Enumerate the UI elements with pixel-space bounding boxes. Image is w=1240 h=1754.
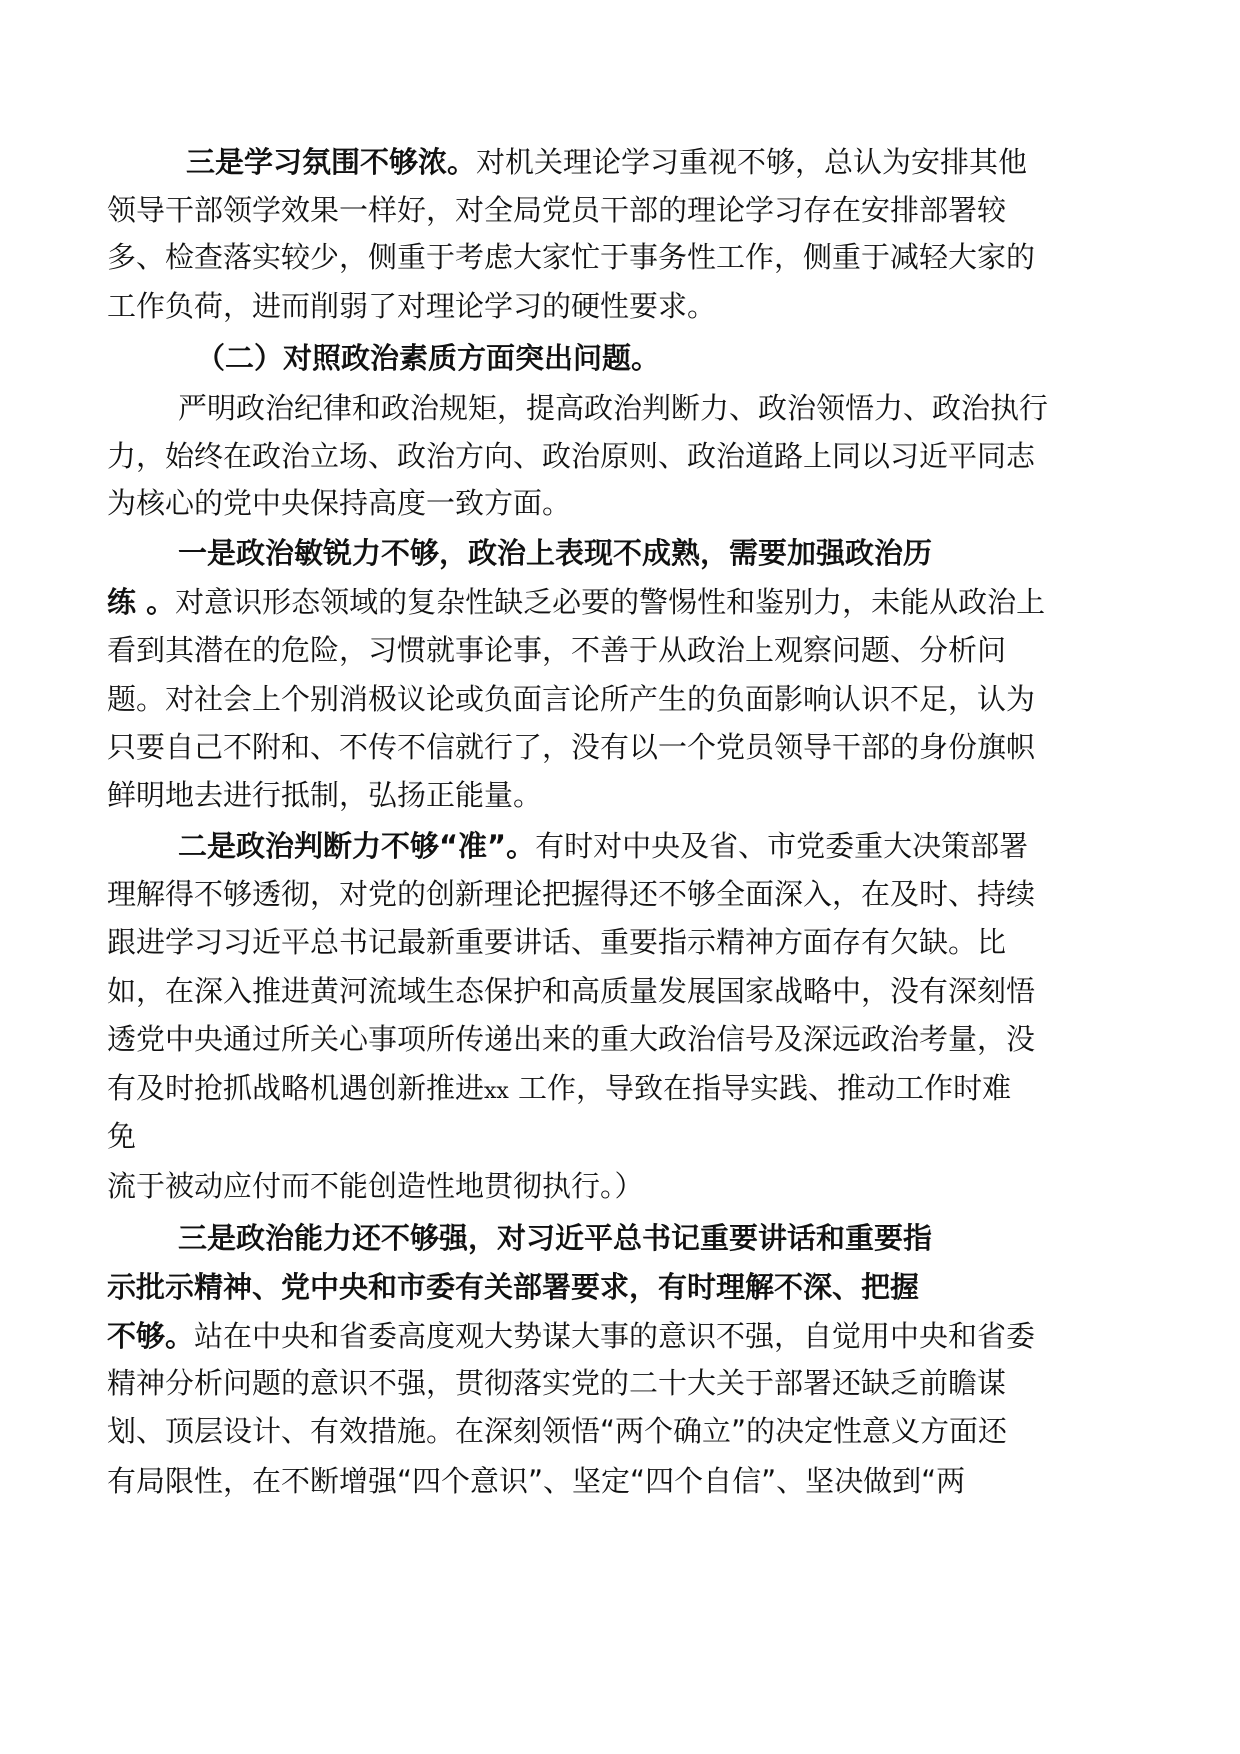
paragraph-line	[178, 388, 1048, 428]
bold-lead-line: 三是政治能力还不够强，对习近平总书记重要讲话和重要指	[178, 1221, 933, 1255]
paragraph-line	[107, 1019, 1035, 1059]
line-text: 精神分析问题的意识不强，贯彻落实党的二十大关于部署还缺乏前瞻谋	[107, 1366, 1007, 1400]
line-text: 力，始终在政治立场、政治方向、政治原则、政治道路上同以习近平同志	[107, 439, 1036, 473]
line-text: 免	[107, 1119, 137, 1153]
line-text: 划、顶层设计、有效措施。在深刻领悟“两个确立”的决定性意义方面还	[107, 1414, 1008, 1448]
line-text: 为核心的党中央保持高度一致方面。	[107, 486, 572, 520]
line-text: 对意识形态领域的复杂性缺乏必要的警惕性和鉴别力，未能从政治上	[175, 585, 1046, 619]
paragraph-line	[107, 1411, 1007, 1451]
paragraph-line	[107, 727, 1035, 767]
paragraph-line	[107, 922, 1006, 962]
paragraph-line	[186, 142, 1027, 182]
paragraph-line	[107, 679, 1035, 719]
bold-lead-line: 示批示精神、党中央和市委有关部署要求，有时理解不深、把握	[107, 1270, 920, 1304]
paragraph-line	[178, 826, 1028, 866]
bold-lead: 三是学习氛围不够浓。	[186, 145, 477, 179]
bold-lead: 不够。	[107, 1319, 195, 1353]
paragraph-line	[107, 1116, 136, 1156]
line-text: 鲜明地去进行抵制，弘扬正能量。	[107, 778, 543, 812]
section-heading: （二）对照政治素质方面突出问题。	[196, 341, 661, 375]
paragraph-line	[107, 971, 1035, 1011]
line-text: 多、检查落实较少，侧重于考虑大家忙于事务性工作，侧重于减轻大家的	[107, 240, 1036, 274]
paragraph-line	[107, 286, 716, 326]
line-text: 有时对中央及省、市党委重大决策部署	[535, 829, 1029, 863]
bold-lead: 练 。	[107, 585, 176, 619]
paragraph-line	[107, 582, 1045, 622]
line-text: 题。对社会上个别消极议论或负面言论所产生的负面影响认识不足，认为	[107, 682, 1036, 716]
line-text: 有局限性，在不断增强“四个意识”、坚定“四个自信”、坚决做到“两	[107, 1464, 966, 1498]
line-text: 领导干部领学效果一样好，对全局党员干部的理论学习存在安排部署较	[107, 193, 1007, 227]
paragraph-line	[107, 874, 1035, 914]
line-text: 跟进学习习近平总书记最新重要讲话、重要指示精神方面存有欠缺。比	[107, 925, 1007, 959]
placeholder-text: xx	[484, 1079, 509, 1104]
paragraph-line	[107, 190, 1006, 230]
line-text: 站在中央和省委高度观大势谋大事的意识不强，自觉用中央和省委	[194, 1319, 1036, 1353]
bold-lead-line: 一是政治敏锐力不够，政治上表现不成熟，需要加强政治历	[178, 536, 933, 570]
line-text: 理解得不够透彻，对党的创新理论把握得还不够全面深入，在及时、持续	[107, 877, 1036, 911]
bold-lead: 二是政治判断力不够“准”。	[178, 829, 536, 863]
paragraph-line	[107, 1068, 1011, 1108]
paragraph-line	[107, 1461, 965, 1501]
paragraph-line	[107, 775, 542, 815]
line-text: 透党中央通过所关心事项所传递出来的重大政治信号及深远政治考量，没	[107, 1022, 1036, 1056]
line-text: 只要自己不附和、不传不信就行了，没有以一个党员领导干部的身份旗帜	[107, 730, 1036, 764]
paragraph-line	[107, 483, 571, 523]
paragraph-line	[107, 237, 1035, 277]
paragraph-line	[107, 1363, 1006, 1403]
line-text: 严明政治纪律和政治规矩，提高政治判断力、政治领悟力、政治执行	[178, 391, 1049, 425]
paragraph-line	[107, 1166, 644, 1206]
paragraph-line	[107, 1316, 1035, 1356]
paragraph-line	[107, 630, 1006, 670]
line-text: 工作，导致在指导实践、推动工作时难	[508, 1071, 1012, 1105]
line-text: 如，在深入推进黄河流域生态保护和高质量发展国家战略中，没有深刻悟	[107, 974, 1036, 1008]
line-text: 对机关理论学习重视不够，总认为安排其他	[476, 145, 1028, 179]
line-text: 看到其潜在的危险，习惯就事论事，不善于从政治上观察问题、分析问	[107, 633, 1007, 667]
paragraph-line	[107, 436, 1035, 476]
line-text: 工作负荷，进而削弱了对理论学习的硬性要求。	[107, 289, 717, 323]
line-text: 流于被动应付而不能创造性地贯彻执行。）	[107, 1169, 644, 1203]
line-text: 有及时抢抓战略机遇创新推进	[107, 1071, 485, 1105]
